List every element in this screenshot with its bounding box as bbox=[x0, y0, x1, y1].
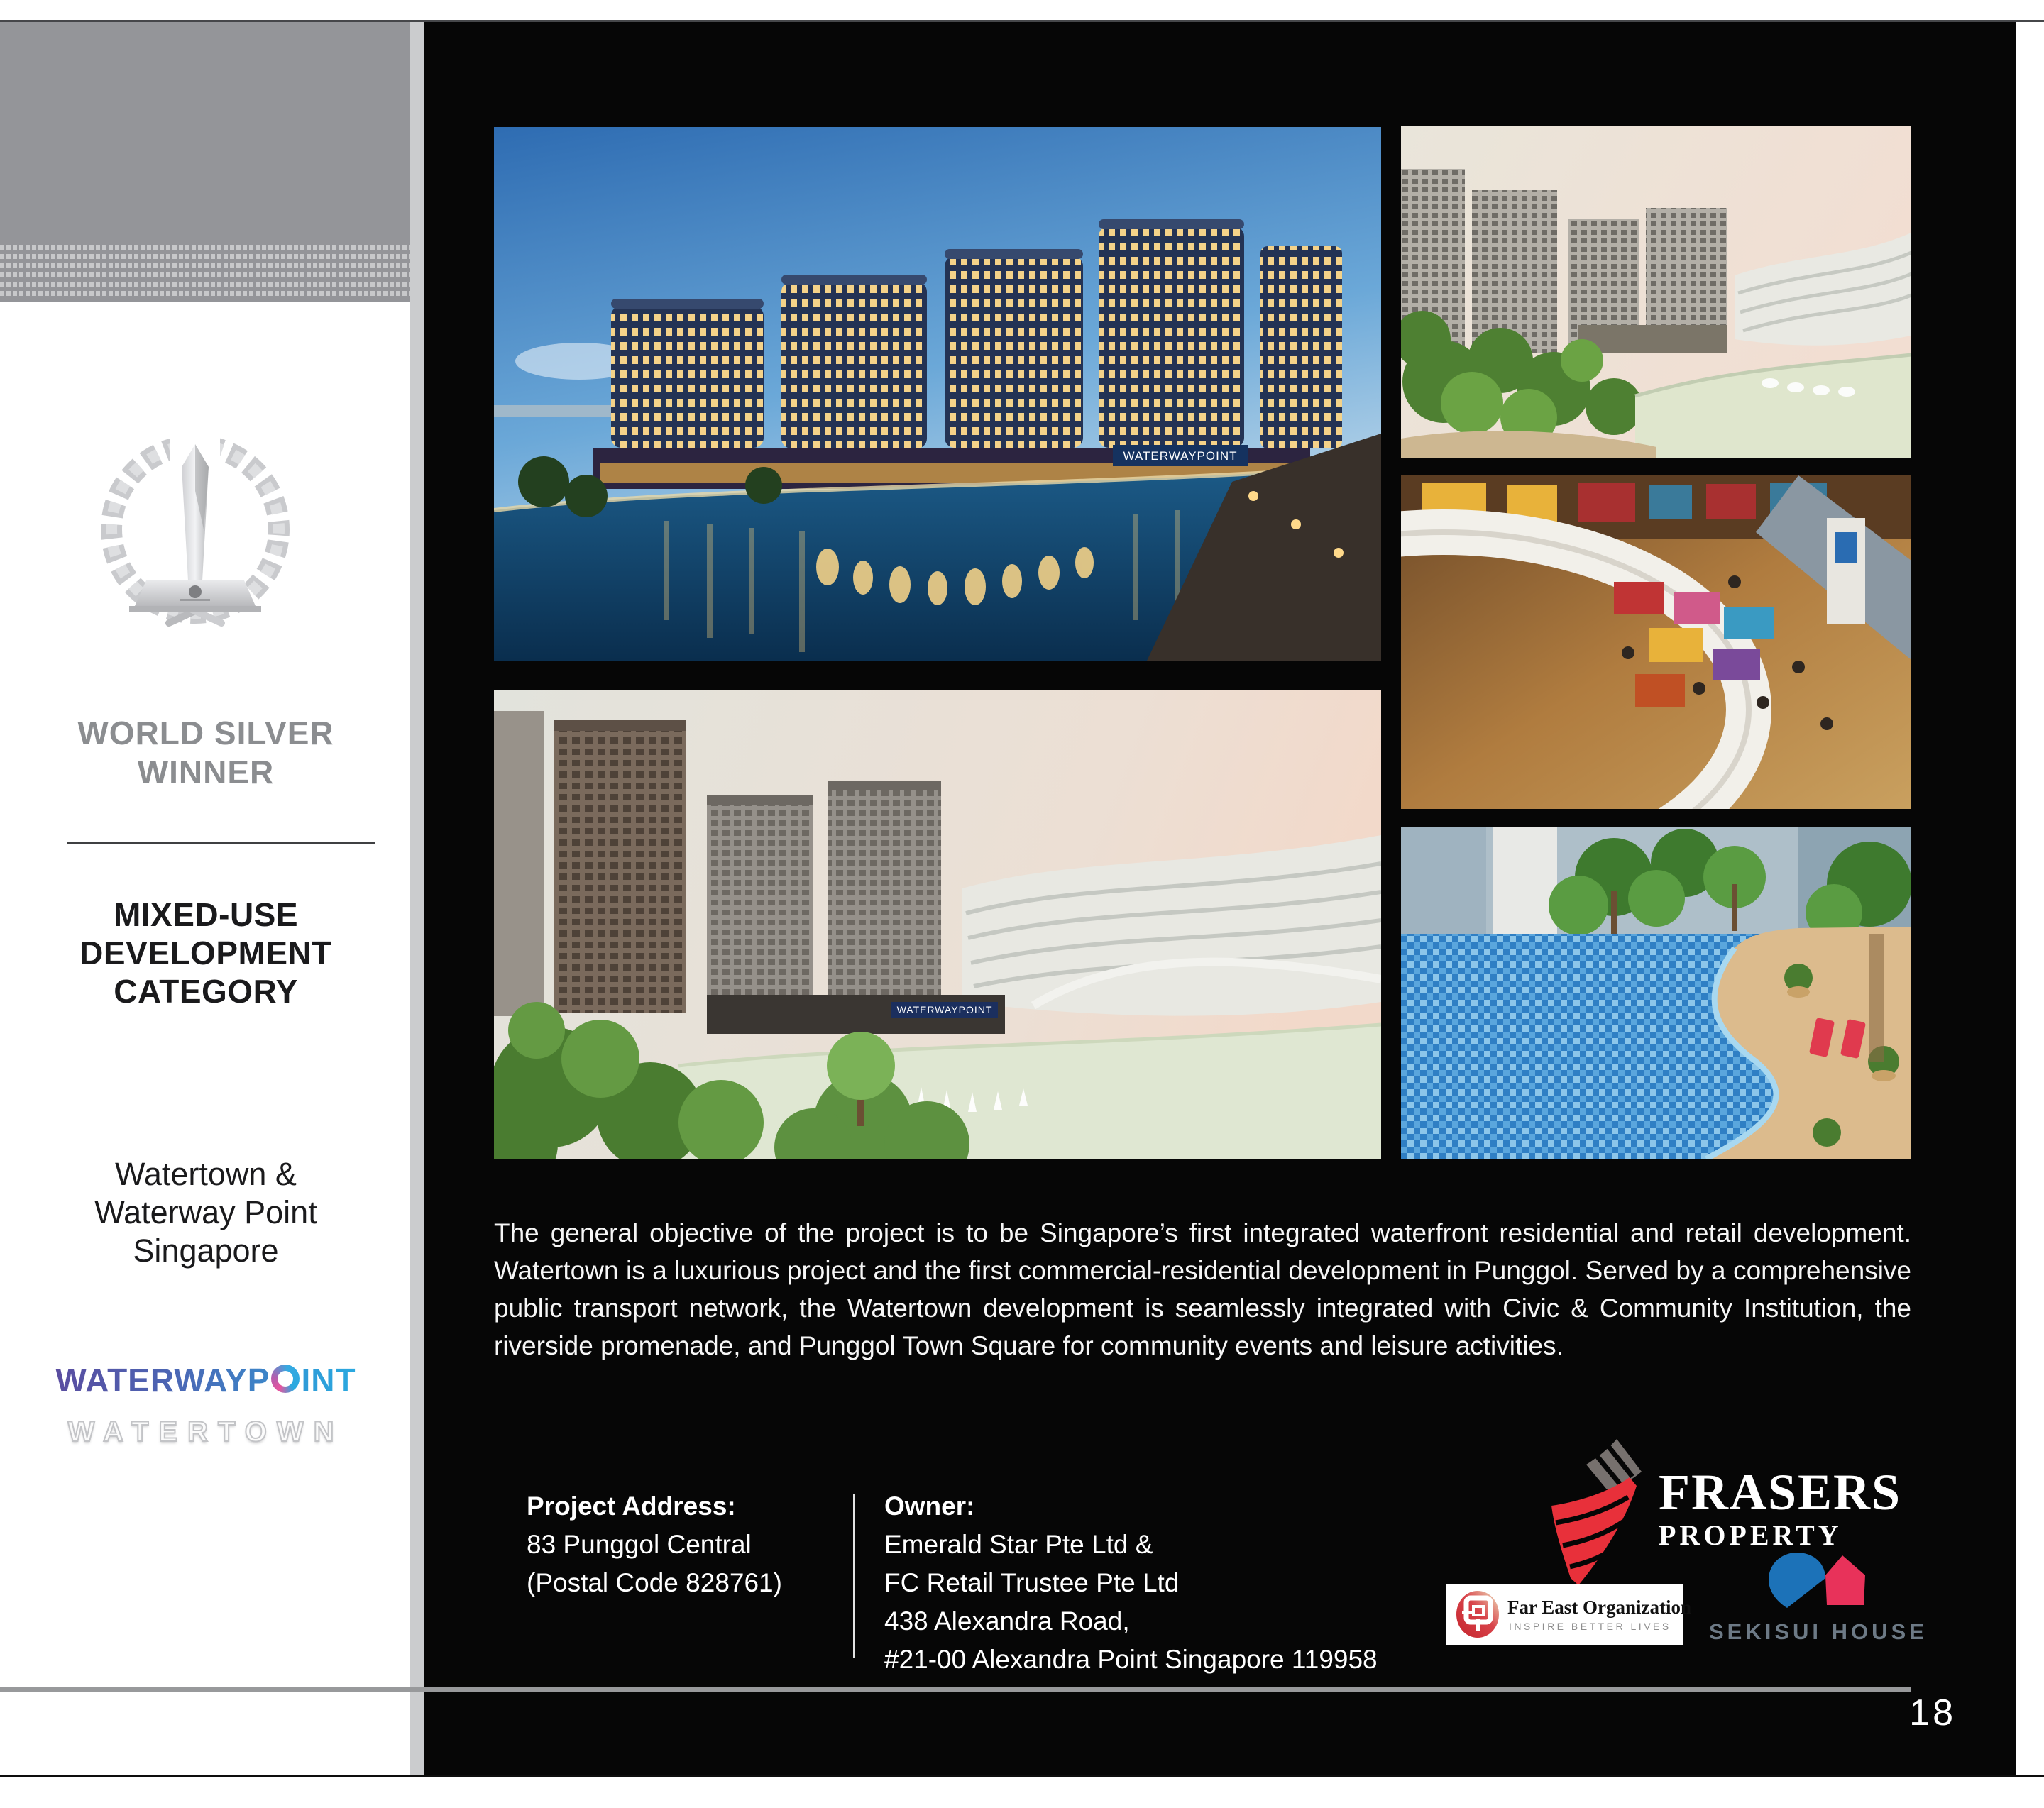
far-east-organization-logo bbox=[1446, 1584, 1691, 1645]
page-number: 18 bbox=[1909, 1692, 1956, 1733]
photo-sign-text-2: WATERWAYPOINT bbox=[896, 1004, 993, 1015]
photo-day-riverside bbox=[494, 690, 1381, 1159]
waterway-point-o-icon bbox=[271, 1365, 300, 1393]
project-name bbox=[7, 1155, 405, 1270]
waterway-point-logo-text2: INT bbox=[301, 1362, 356, 1399]
award-trophy-icon bbox=[62, 423, 328, 637]
bottom-rule bbox=[0, 1775, 2044, 1777]
sidebar-rule bbox=[67, 842, 375, 844]
photo-mall-interior bbox=[1401, 475, 1911, 809]
waterway-point-logo bbox=[7, 1361, 405, 1401]
project-description: The general objective of the project is to be Singapore’s first integrated waterfront residential and retail development. Watertown is a luxurious project and the first commercial-residential development in Punggol. Served by a comprehensive public transport network, the Watertown development is seamlessly integrated with Civic & Community Institution, the riverside promenade, and Punggol Town Square for community events and leisure activities. bbox=[494, 1218, 1911, 1360]
owner-line2: FC Retail Trustee Pte Ltd bbox=[884, 1568, 1180, 1597]
project-address-block bbox=[527, 1487, 839, 1602]
photo-night-waterfront bbox=[494, 127, 1381, 661]
frasers-property-icon bbox=[1547, 1439, 1650, 1586]
owner-line4: #21-00 Alexandra Point Singapore 119958 bbox=[884, 1645, 1378, 1674]
project-address-line1: 83 Punggol Central bbox=[527, 1530, 752, 1559]
far-east-tagline: INSPIRE BETTER LIVES bbox=[1509, 1621, 1671, 1632]
far-east-name: Far East Organization bbox=[1507, 1597, 1691, 1618]
sekisui-house-icon bbox=[1766, 1551, 1871, 1611]
category-title bbox=[7, 895, 405, 1010]
dot-pattern bbox=[0, 245, 410, 300]
project-address-line2: (Postal Code 828761) bbox=[527, 1568, 782, 1597]
sekisui-house-name: SEKISUI HOUSE bbox=[1709, 1619, 1928, 1644]
category-line3: CATEGORY bbox=[114, 973, 298, 1010]
photo-aerial-day bbox=[1401, 126, 1911, 458]
frasers-property-logo bbox=[1659, 1464, 1957, 1552]
frasers-name: FRASERS bbox=[1659, 1464, 1902, 1521]
owner-label: Owner: bbox=[884, 1492, 975, 1521]
award-title bbox=[7, 714, 405, 792]
sidebar-header-block bbox=[0, 22, 410, 302]
address-owner-divider bbox=[853, 1494, 855, 1658]
photo-sign-text: WATERWAYPOINT bbox=[1123, 449, 1238, 463]
footer-rule bbox=[0, 1687, 1911, 1692]
owner-block bbox=[884, 1487, 1523, 1679]
category-line1: MIXED-USE bbox=[113, 896, 299, 933]
project-name-line2: Waterway Point bbox=[94, 1194, 317, 1230]
project-address-label: Project Address: bbox=[527, 1492, 736, 1521]
waterway-point-logo-text: WATERWAYP bbox=[55, 1362, 270, 1399]
award-title-line1: WORLD SILVER bbox=[77, 715, 334, 751]
award-title-line2: WINNER bbox=[137, 754, 275, 790]
sidebar-divider-strip bbox=[410, 22, 424, 1775]
project-name-line1: Watertown & bbox=[115, 1156, 297, 1192]
frasers-sub: PROPERTY bbox=[1659, 1519, 1842, 1551]
project-name-line3: Singapore bbox=[133, 1233, 279, 1269]
watertown-logo: WATERTOWN bbox=[67, 1416, 344, 1448]
owner-line1: Emerald Star Pte Ltd & bbox=[884, 1530, 1153, 1559]
category-line2: DEVELOPMENT bbox=[79, 935, 332, 971]
photo-pool bbox=[1401, 827, 1911, 1159]
main-panel bbox=[424, 22, 2016, 1775]
far-east-icon bbox=[1455, 1589, 1500, 1639]
owner-line3: 438 Alexandra Road, bbox=[884, 1606, 1130, 1636]
